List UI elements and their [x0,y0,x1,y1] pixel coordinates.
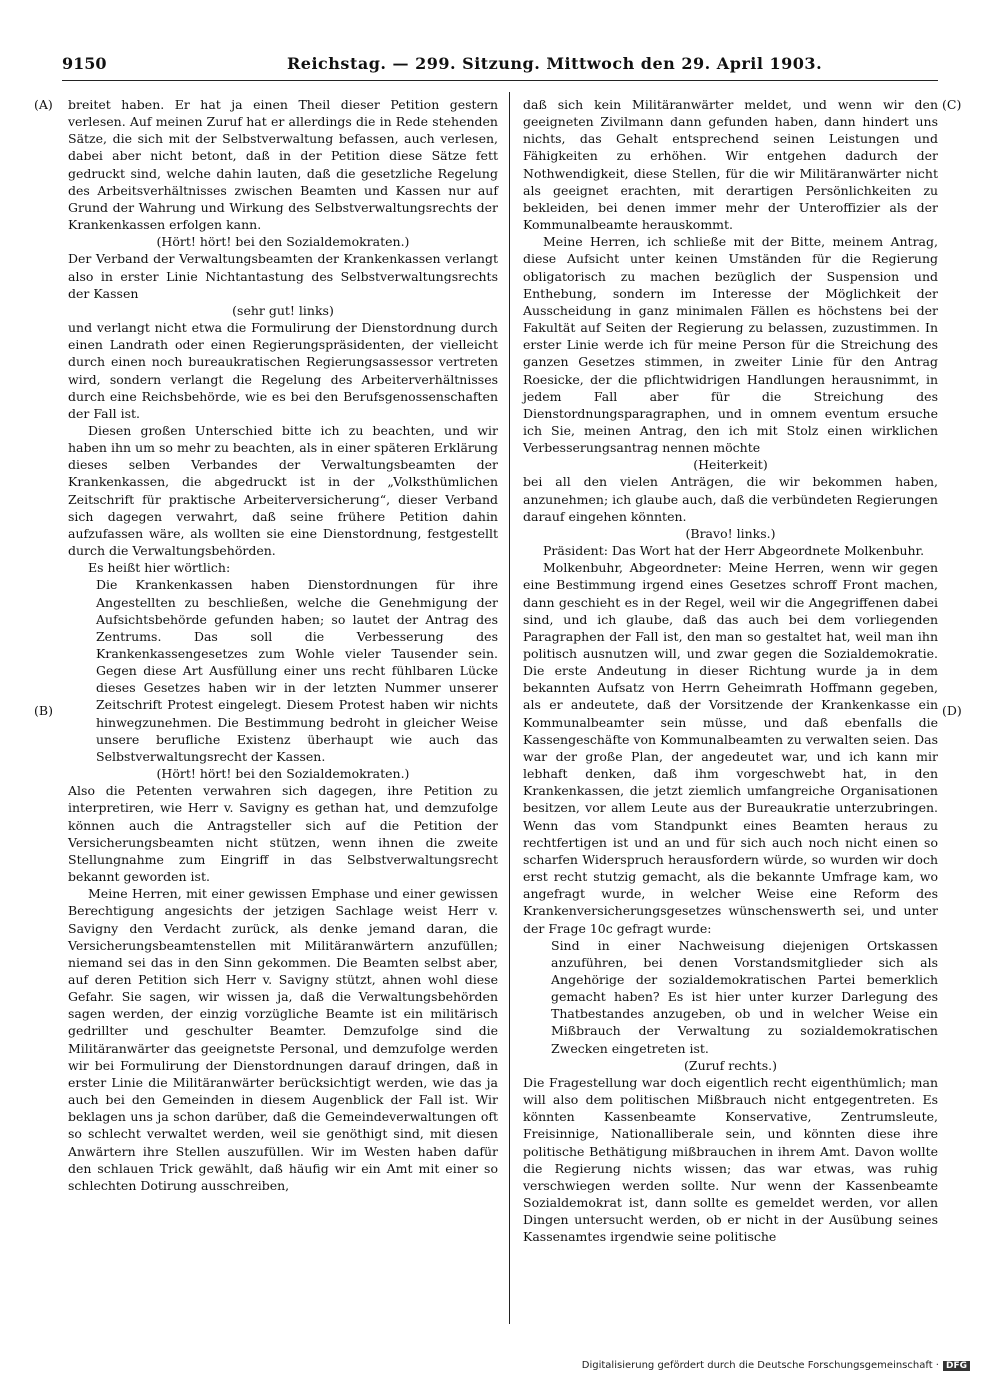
paragraph: Meine Herren, ich schließe mit der Bitte, meinem Antrag, diese Aufsicht unter keinen Umständen für die Regierung obligatorisch zu machen bezüglich der Suspension und Enthebung, sondern im Interesse der Möglichkeit der Ausscheidung in ganz minimalen Fällen es höchstens bei der Fakultät auf Seiten der Regierung zu belassen, zuzustimmen. In erster Linie werde ich für meine Person für die Streichung des ganzen Gesetzes stimmen, in zweiter Linie für den Antrag Roesicke, der die pflichtwidrigen Handlungen herausnimmt, in jedem Fall aber für die Streichung des Dienstordnungsparagraphen, und in omnem eventum ersuche ich Sie, meinen Antrag, den ich mit Stolz einen wirklichen Verbesserungsantrag nennen möchte [523,234,938,456]
interjection: (Hört! hört! bei den Sozialdemokraten.) [156,766,410,782]
paragraph: bei all den vielen Anträgen, die wir bekommen haben, anzunehmen; ich glaube auch, daß die verbündeten Regierungen darauf eingehen könnten. [523,474,938,524]
paragraph: Meine Herren, mit einer gewissen Emphase und einer gewissen Berechtigung angesichts der jetzigen Sachlage weist Herr v. Savigny den Verdacht zurück, als denke jemand daran, die Versicherungsbeamtenstellen mit Militäranwärtern anzufüllen; niemand sei das in den Sinn gekommen. Die Beamten selbst aber, auf deren Petition sich Herr v. Savigny stützt, ahnen wohl diese Gefahr. Sie sagen, wir wissen ja, daß die Verwaltungsbehörden sagen werden, der einzig vorzügliche Beamte ist ein militärisch gedrillter und geschulter Beamter. Demzufolge sind die Militäranwärter das geeignetste Personal, und demzufolge werden wir bei Formulirung der Dienstordnungen darauf dringen, daß in erster Linie die Militäranwärter berücksichtigt werden, wie das ja auch bei den Gemeinden in diesem Augenblick der Fall ist. Wir beklagen uns ja schon darüber, daß die Gemeindeverwaltungen oft so schlecht verwaltet werden, weil sie genöthigt sind, mit diesen Anwärtern ihre Stellen auszufüllen. Wir im Westen haben dafür den schlauen Trick gewählt, daß häufig wir ein Amt mit einer so schlechten Dotirung ausschreiben, [68,886,498,1193]
paragraph: und verlangt nicht etwa die Formulirung der Dienstordnung durch einen Landrath oder einen Regierungspräsidenten, der vielleicht durch einen noch bureaukratischen Regierungsassessor vertreten wird, sondern verlangt die Regelung des Arbeiterverhältnisses durch eine Reichsbehörde, wie es bei den Berufsgenossenschaften der Fall ist. [68,320,498,421]
right-column [523,96,938,1245]
speaker-paragraph: Molkenbuhr, Abgeordneter: Meine Herren, wenn wir gegen eine Bestimmung irgend eines Gesetzes schroff Front machen, dann geschieht es in der Regel, weil wir die Angegriffenen dabei sind, und ich glaube, daß das auch bei dem vorliegenden Paragraphen der Fall ist, den man so gestaltet hat, weil man ihn politisch ausnutzen will, und zwar gegen die Sozialdemokratie. Die erste Andeutung in dieser Richtung wurde ja in dem bekannten Aufsatz von Herrn Geheimrath Hoffmann gegeben, als er andeutete, daß der Vorsitzende der Krankenkasse ein Kommunalbeamter sein müsse, und daß ebenfalls die Kassengeschäfte von Kommunalbeamten zu verwalten seien. Das war der große Plan, der angedeutet war, und ich kann mir lebhaft denken, daß ihm vorgeschwebt hat, in den Krankenkassen, die jetzt ziemlich umfangreiche Organisationen besitzen, vor allem Leute aus der Bureaukratie unterzubringen. Wenn das vom Standpunkt eines Beamten heraus zu rechtfertigen ist und an und für sich auch noch nicht einen so scharfen Widerspruch herausfordern würde, so wurden wir doch erst recht stutzig gemacht, als die bekannte Umfrage kam, wo angefragt wurde, in welcher Weise eine Reform des Krankenversicherungsgesetzes wünschenswerth sei, und unter der Frage 10c gefragt wurde: [523,560,938,936]
running-title: Reichstag. — 299. Sitzung. Mittwoch den 29. April 1903. [287,54,823,73]
paragraph: breitet haben. Er hat ja einen Theil dieser Petition gestern verlesen. Auf meinen Zuruf hat er allerdings die in Rede stehenden Sätze, die sich mit der Selbstverwaltung befassen, auch verlesen, dabei aber nicht betont, daß in der Petition diese Sätze fett gedruckt sind, welche dahin lauten, daß die gesetzliche Regelung des Arbeitsverhältnisses zwischen Beamten und Kassen nur auf Grund der Wahrung und Wirkung des Selbstverwaltungsrechts der Krankenkassen erfolgen kann. [68,97,498,233]
paragraph: Es heißt hier wörtlich: [88,560,231,576]
digitization-footer [582,1360,970,1371]
column-divider [509,92,510,1324]
footer-text: Digitalisierung gefördert durch die Deutsche Forschungsgemeinschaft · [581,1360,939,1371]
page-header [62,54,960,78]
paragraph: Der Verband der Verwaltungsbeamten der Krankenkassen verlangt also in erster Linie Nichtantastung des Selbstverwaltungsrechts der Kassen [68,251,498,301]
interjection: (Zuruf rechts.) [684,1057,777,1073]
margin-mark-b: (B) [34,703,53,718]
page-number: 9150 [62,54,107,73]
block-quote: Die Krankenkassen haben Dienstordnungen für ihre Angestellten zu beschließen, welche die Genehmigung der Aufsichtsbehörde gefunden haben; so lautet der Antrag des Zentrums. Das soll die Verbesserung des Krankenkassengesetzes zum Wohle vieler Tausender sein. Gegen diese Art Ausfüllung einer uns recht fühlbaren Lücke dieses Gesetzes haben wir in der letzten Nummer unserer Zeitschrift Protest eingelegt. Diesem Protest haben wir nichts hinwegzunehmen. Die Bestimmung bedroht in gleicher Weise unsere berufliche Existenz überhaupt wie auch das Selbstverwaltungsrecht der Kassen. [96,577,498,764]
speaker-paragraph: Präsident: Das Wort hat der Herr Abgeordnete Molkenbuhr. [543,543,925,559]
margin-mark-c: (C) [942,97,962,112]
block-quote: Sind in einer Nachweisung diejenigen Ortskassen anzuführen, bei denen Vorstandsmitglieder sich als Angehörige der sozialdemokratischen Partei bemerklich gemacht haben? Es ist hier unter kurzer Darlegung des Thatbestandes anzugeben, ob und in welcher Weise ein Mißbrauch der Verwaltung zu sozialdemokratischen Zwecken eingetreten ist. [551,937,938,1056]
margin-mark-a: (A) [34,97,53,112]
paragraph: Also die Petenten verwahren sich dagegen, ihre Petition zu interpretiren, wie Herr v. Savigny es gethan hat, und demzufolge können auch die Antragsteller sich auf die Petition der Versicherungsbeamten nicht stützen, wenn ihnen die zweite Stellungnahme zum Eingriff in das Selbstverwaltungsrecht bekannt geworden ist. [68,783,498,885]
header-rule [62,80,938,81]
dfg-logo: DFG [943,1361,970,1371]
interjection: (Bravo! links.) [685,525,776,541]
interjection: (Heiterkeit) [693,457,768,473]
interjection: (sehr gut! links) [232,302,334,318]
paragraph: Die Fragestellung war doch eigentlich recht eigenthümlich; man will also dem politischen Mißbrauch nicht entgegentreten. Es könnten Kassenbeamte Konservative, Zentrumsleute, Freisinnige, Nationalliberale sein, und könnten diese ihre politische Bethätigung mißbrauchen in ihrem Amt. Davon wollte die Regierung nichts wissen; das war etwas, was ruhig verschwiegen werden sollte. Nur wenn der Kassenbeamte Sozialdemokrat ist, dann sollte es gemeldet werden, vor allen Dingen untersucht werden, ob er nicht in der Ausübung seines Kassenamtes irgendwie seine politische [523,1074,938,1245]
margin-mark-d: (D) [942,703,962,718]
paragraph: Diesen großen Unterschied bitte ich zu beachten, und wir haben ihn um so mehr zu beachten, als in einer späteren Erklärung dieses selben Verbandes der Verwaltungsbeamten der Krankenkassen, die abgedruckt ist in der „Volksthümlichen Zeitschrift für praktische Arbeiterversicherung“, dieser Verband sich dagegen verwahrt, daß seine frühere Petition dahin aufzufassen wäre, als wollten sie eine Dienstordnung, festgestellt durch die Verwaltungsbehörden. [68,422,498,559]
paragraph: daß sich kein Militäranwärter meldet, und wenn wir den geeigneten Zivilmann dann gefunden haben, dann hindert uns nichts, das Gehalt entsprechend seinen Leistungen und Fähigkeiten zu erhöhen. Wir entgehen dadurch der Nothwendigkeit, diese Stellen, für die wir Militäranwärter nicht als geeignet erachten, mit derartigen Persönlichkeiten zu bekleiden, bei denen immer mehr der Unteroffizier als der Kommunalbeamte herauskommt. [523,97,938,233]
interjection: (Hört! hört! bei den Sozialdemokraten.) [156,234,410,250]
left-column [68,96,498,1194]
